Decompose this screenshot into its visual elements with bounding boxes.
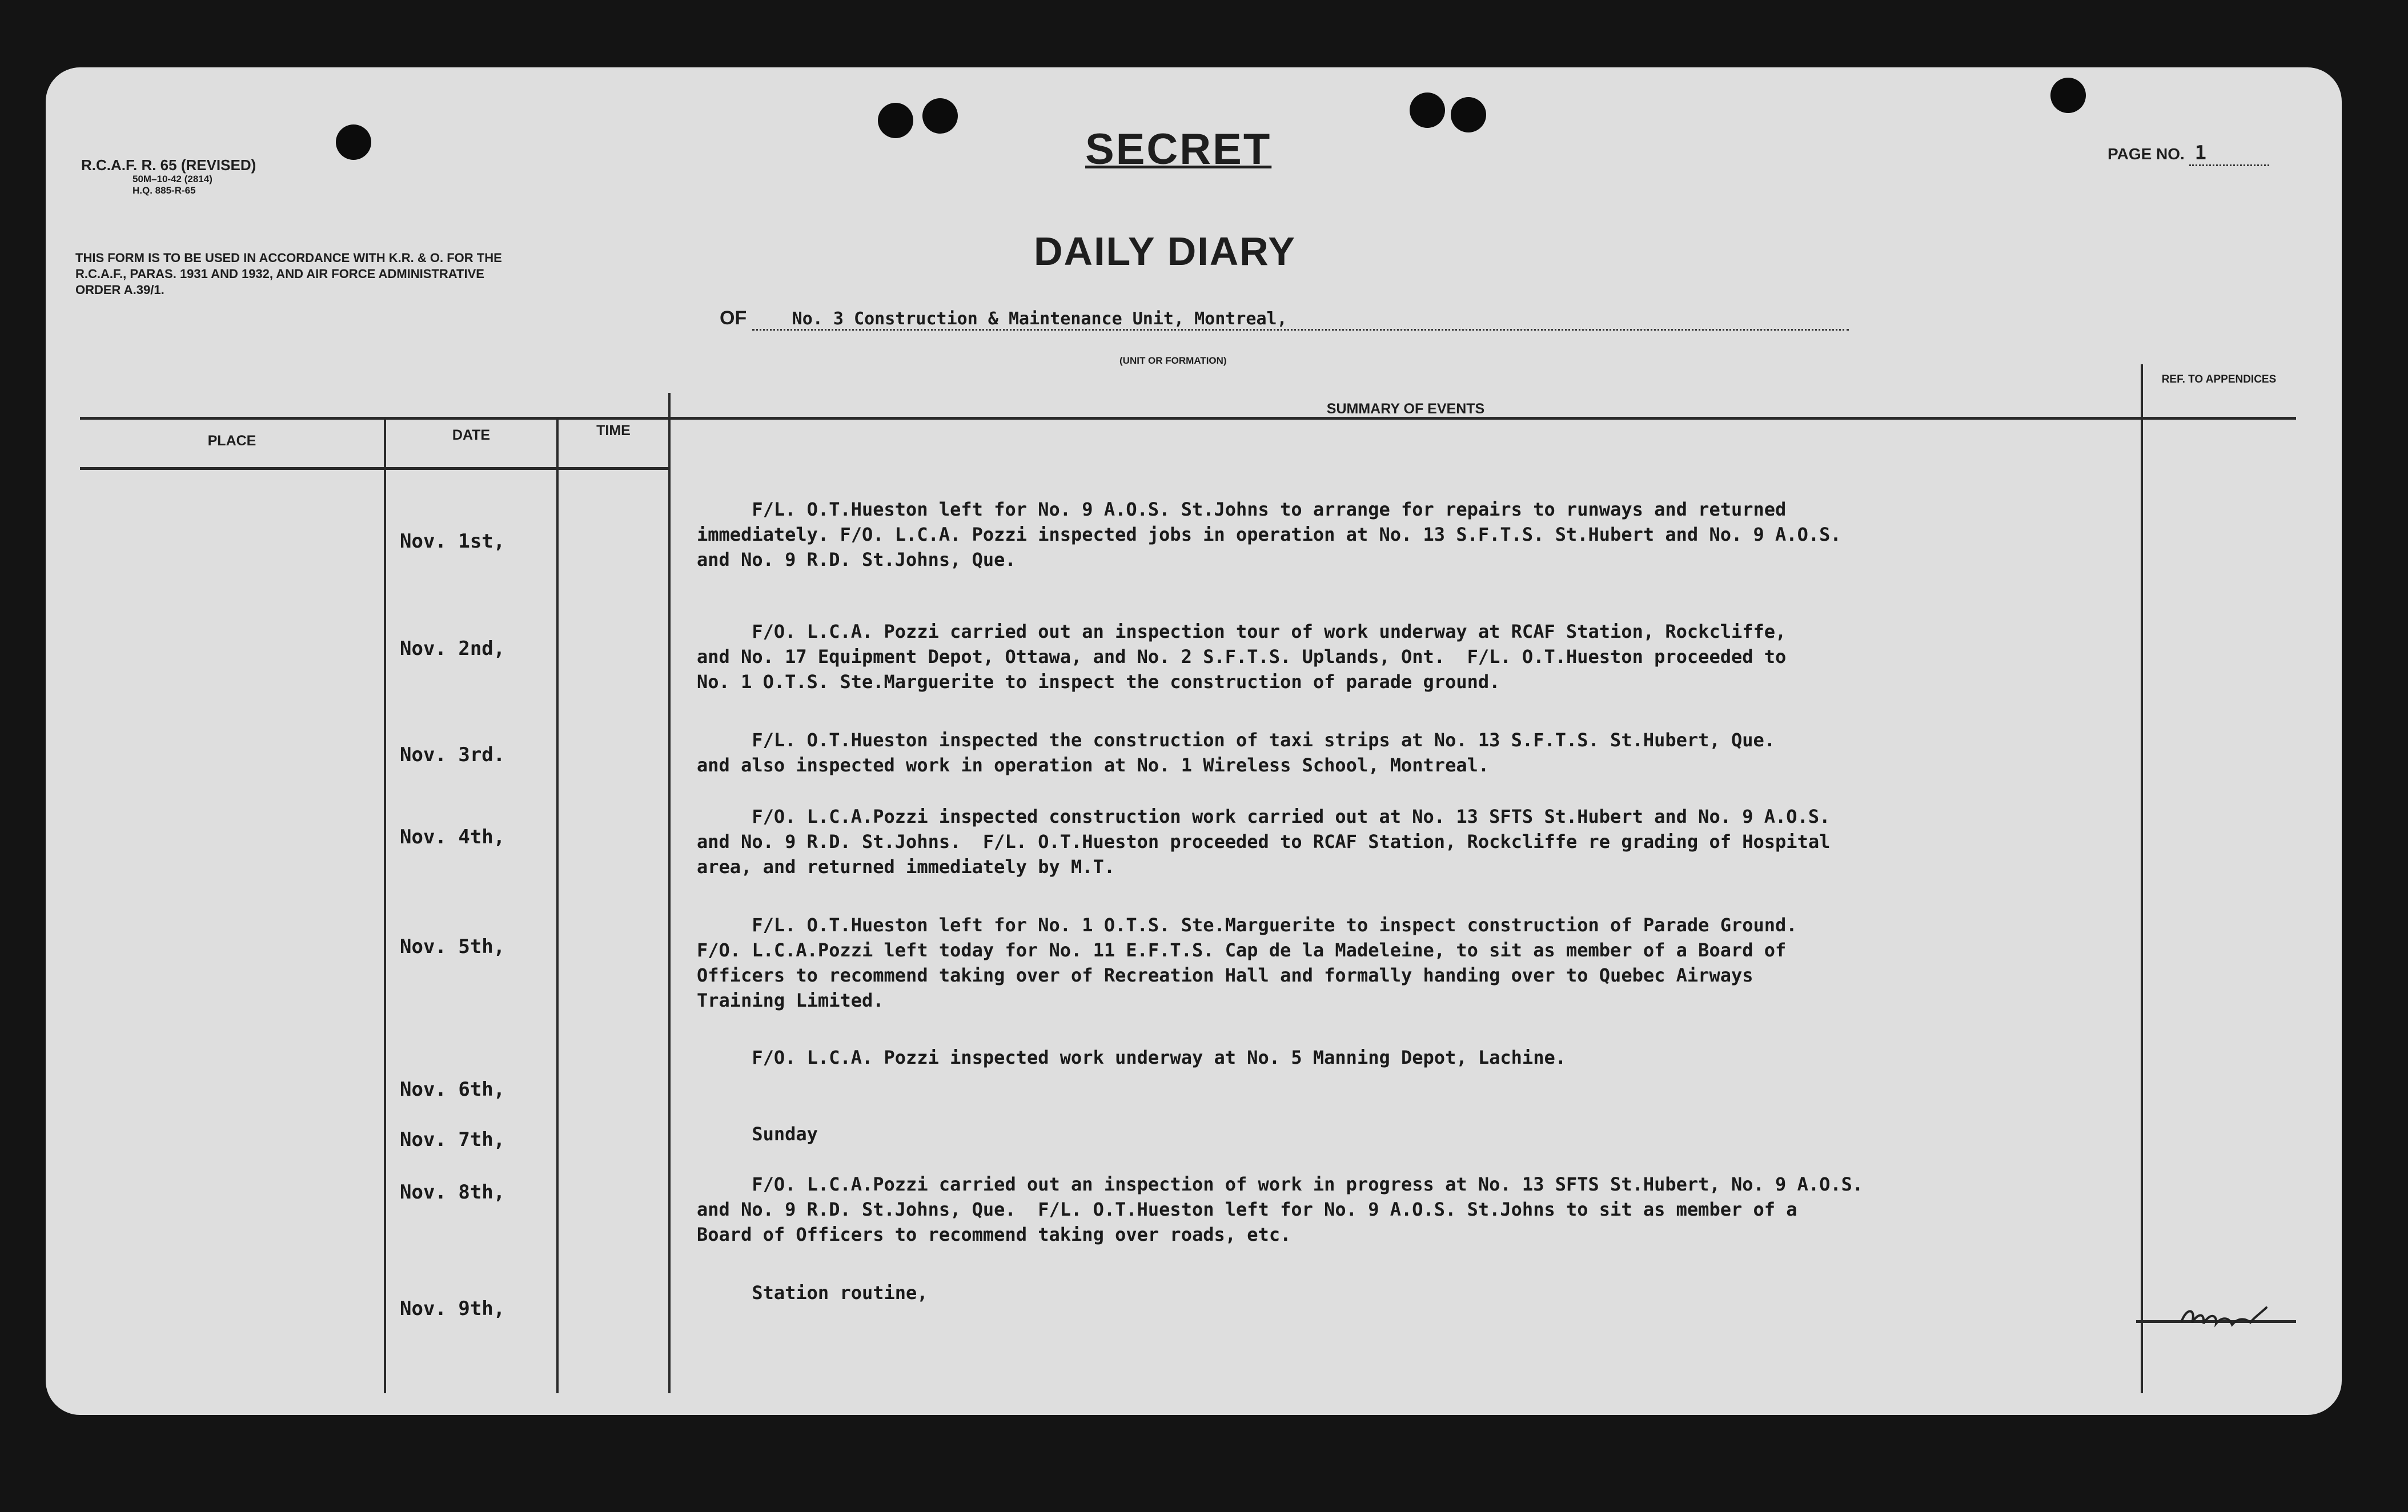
column-header-ref: REF. TO APPENDICES bbox=[2161, 373, 2277, 385]
column-divider bbox=[668, 393, 671, 1393]
page-label: PAGE NO. bbox=[2108, 145, 2185, 163]
entry-summary: F/L. O.T.Hueston inspected the construction of taxi strips at No. 13 S.F.T.S. St.Hubert, Que. and also inspected work in operation at No. 1 Wireless School, Montreal. bbox=[697, 729, 1776, 776]
entry-summary: Station routine, bbox=[697, 1282, 928, 1304]
entry-date: Nov. 5th, bbox=[400, 935, 505, 958]
entry-summary: F/O. L.C.A. Pozzi inspected work underway at No. 5 Manning Depot, Lachine. bbox=[697, 1047, 1566, 1068]
classification-stamp: SECRET bbox=[1085, 125, 1272, 174]
column-header-date: DATE bbox=[452, 427, 491, 443]
of-label: OF bbox=[720, 307, 747, 329]
form-code-block bbox=[81, 156, 256, 196]
entry-summary: F/O. L.C.A. Pozzi carried out an inspection tour of work underway at RCAF Station, Rockcliffe, and No. 17 Equipment Depot, Ottawa, and No. 2 S.F.T.S. Uplands, Ont. F/L. O.T.Hueston proceeded to No. 1 O.T.S. Ste.Marguerite to inspect the construction of parade ground. bbox=[697, 621, 1787, 693]
column-divider bbox=[556, 417, 559, 1393]
header-rule bbox=[80, 467, 668, 470]
unit-caption: (UNIT OR FORMATION) bbox=[1119, 355, 1227, 366]
entry-date: Nov. 6th, bbox=[400, 1078, 505, 1101]
page-number-field bbox=[2108, 142, 2269, 166]
column-header-time: TIME bbox=[596, 423, 631, 439]
form-code: R.C.A.F. R. 65 (REVISED) bbox=[81, 156, 256, 174]
handwritten-initials bbox=[2176, 1295, 2273, 1335]
entry-date: Nov. 7th, bbox=[400, 1128, 505, 1151]
column-header-place: PLACE bbox=[207, 433, 256, 449]
punch-hole bbox=[336, 124, 371, 160]
print-line: H.Q. 885-R-65 bbox=[133, 185, 196, 196]
column-header-summary: SUMMARY OF EVENTS bbox=[1326, 401, 1485, 417]
column-divider bbox=[384, 417, 386, 1393]
print-line: 50M–10-42 (2814) bbox=[133, 174, 212, 184]
page-number: 1 bbox=[2189, 142, 2269, 166]
entry-summary: F/O. L.C.A.Pozzi inspected construction work carried out at No. 13 SFTS St.Hubert and No. 9 A.O.S. and No. 9 R.D. St.Johns. F/L. O.T.Hueston proceeded to RCAF Station, Rockcliffe re grading of Hospital area, and returned immediately by M.T. bbox=[697, 806, 1831, 878]
entry-date: Nov. 3rd. bbox=[400, 743, 505, 766]
form-title: DAILY DIARY bbox=[1034, 229, 1296, 274]
entry-summary: F/L. O.T.Hueston left for No. 9 A.O.S. St.Johns to arrange for repairs to runways and returned immediately. F/O. L.C.A. Pozzi inspected jobs in operation at No. 13 S.F.T.S. St.Hubert and No. 9 A.O.S. and No. 9 R.D. St.Johns, Que. bbox=[697, 498, 1841, 570]
unit-field bbox=[720, 307, 1849, 331]
unit-name: No. 3 Construction & Maintenance Unit, Montreal, bbox=[752, 309, 1849, 331]
entry-date: Nov. 2nd, bbox=[400, 637, 505, 660]
punch-hole bbox=[1410, 93, 1445, 128]
entry-date: Nov. 9th, bbox=[400, 1297, 505, 1320]
diary-form-card bbox=[46, 67, 2342, 1415]
form-instruction: THIS FORM IS TO BE USED IN ACCORDANCE WITH K.R. & O. FOR THE R.C.A.F., PARAS. 1931 AND 1932, AND AIR FORCE ADMINISTRATIVE ORDER A.39/1. bbox=[75, 251, 502, 297]
punch-hole bbox=[2050, 78, 2086, 113]
ref-header-rule bbox=[2142, 417, 2296, 420]
entry-summary: Sunday bbox=[697, 1123, 818, 1145]
entry-date: Nov. 1st, bbox=[400, 530, 505, 553]
entry-date: Nov. 8th, bbox=[400, 1181, 505, 1204]
entry-summary: F/L. O.T.Hueston left for No. 1 O.T.S. Ste.Marguerite to inspect construction of Parade Ground. F/O. L.C.A.Pozzi left today for No. 11 E.F.T.S. Cap de la Madeleine, to sit as member of a Board of Officers to recommend taking over of Recreation Hall and formally handing over to Quebec Airways Training Limited. bbox=[697, 914, 1797, 1011]
punch-hole bbox=[878, 103, 913, 138]
entry-summary: F/O. L.C.A.Pozzi carried out an inspection of work in progress at No. 13 SFTS St.Hubert, No. 9 A.O.S. and No. 9 R.D. St.Johns, Que. F/L. O.T.Hueston left for No. 9 A.O.S. St.Johns to sit as member of a Board of Officers to recommend taking over roads, etc. bbox=[697, 1173, 1864, 1245]
entry-date: Nov. 4th, bbox=[400, 826, 505, 849]
punch-hole bbox=[922, 98, 958, 134]
punch-hole bbox=[1451, 97, 1486, 132]
